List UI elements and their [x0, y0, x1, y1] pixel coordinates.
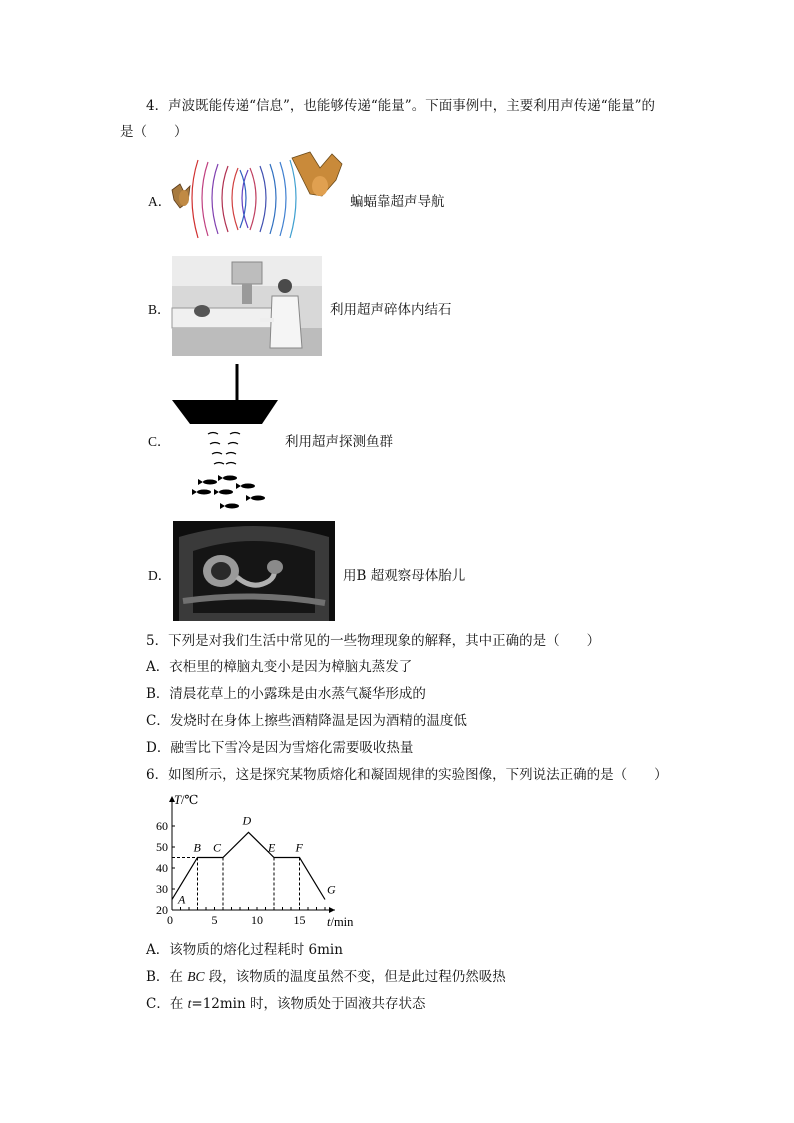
y-tick-label: 30	[156, 882, 168, 896]
q6-stem: 6．如图所示，这是探究某物质熔化和凝固规律的实验图像，下列说法正确的是（ ）	[146, 767, 668, 783]
doctor-lithotripsy-photo	[172, 256, 322, 356]
q4-option-d-letter: D．	[148, 568, 172, 583]
q4-option-b-letter: B．	[148, 302, 171, 317]
x-tick-label: 10	[251, 913, 263, 927]
q6-option-a: A．该物质的熔化过程耗时 6min	[146, 942, 343, 958]
left-bat-icon	[172, 184, 190, 208]
right-bat-icon	[292, 152, 342, 196]
q6-option-b-pre: B．在	[146, 969, 188, 985]
q6-option-b-var: BC	[187, 969, 205, 984]
q4-option-a-text: 蝙蝠靠超声导航	[350, 194, 445, 210]
q4-stem-line2: 是（ ）	[120, 124, 188, 140]
q5-option-b: B．清晨花草上的小露珠是由水蒸气凝华形成的	[146, 686, 426, 702]
q6-option-c-post: =12min 时，该物质处于固液共存状态	[191, 996, 426, 1012]
y-axis-label-unit: /℃	[180, 793, 199, 807]
q6-option-b-post: 段，该物质的温度虽然不变，但是此过程仍然吸热	[204, 969, 506, 985]
point-label-e: E	[268, 840, 276, 855]
y-axis-label-var: T	[174, 793, 181, 807]
x-axis-arrow	[329, 907, 335, 913]
q5-stem: 5．下列是对我们生活中常见的一些物理现象的解释，其中正确的是（ ）	[146, 633, 601, 649]
q6-option-c-pre: C．在	[146, 996, 188, 1012]
q4-stem-line1: 4．声波既能传递“信息”，也能够传递“能量”。下面事例中，主要利用声传递“能量”的	[146, 98, 655, 114]
x-axis-label-var: t	[327, 915, 331, 929]
x-axis-label	[327, 915, 354, 929]
point-label-a: A	[178, 892, 186, 907]
point-label-g: G	[327, 882, 336, 897]
point-label-b: B	[193, 840, 201, 855]
q6-option-c-var: t	[187, 996, 192, 1011]
point-label-c: C	[213, 840, 222, 855]
fetal-ultrasound-photo	[173, 521, 335, 621]
x-tick-label: 0	[167, 913, 173, 927]
q5-option-a: A．衣柜里的樟脑丸变小是因为樟脑丸蒸发了	[146, 659, 413, 675]
y-tick-label: 20	[156, 903, 168, 917]
melting-curve-chart	[140, 790, 380, 940]
q5-option-d: D．融雪比下雪冷是因为雪熔化需要吸收热量	[146, 740, 414, 756]
q5-option-c: C．发烧时在身体上擦些酒精降温是因为酒精的温度低	[146, 713, 467, 729]
q4-option-c-text: 利用超声探测鱼群	[285, 434, 393, 450]
q6-option-b	[146, 967, 506, 987]
q4-option-b-text: 利用超声碎体内结石	[330, 302, 452, 318]
bats-echolocation-illustration	[170, 150, 350, 245]
y-axis-label	[174, 793, 198, 807]
y-tick-label: 60	[156, 819, 168, 833]
q4-option-c-letter: C．	[148, 434, 171, 449]
q6-option-c	[146, 994, 426, 1014]
y-tick-label: 40	[156, 861, 168, 875]
q4-option-a-letter: A．	[148, 194, 172, 209]
point-label-f: F	[295, 840, 303, 855]
boat-sonar-fish-illustration	[170, 364, 280, 514]
point-label-d: D	[242, 813, 252, 828]
q4-option-d-text: 用B 超观察母体胎儿	[343, 568, 466, 584]
x-tick-label: 15	[293, 913, 306, 927]
x-axis-label-unit: /min	[330, 915, 354, 929]
x-tick-label: 5	[211, 913, 218, 927]
y-tick-label: 50	[156, 840, 168, 854]
